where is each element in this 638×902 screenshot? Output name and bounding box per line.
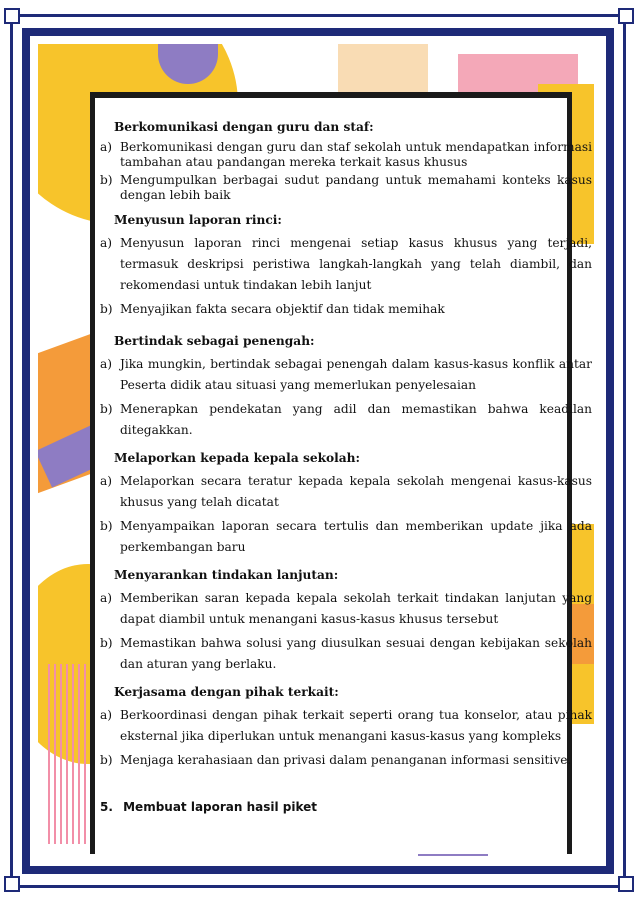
list-text: Melaporkan secara teratur kepada kepala sekolah mengenai kasus-kasus khusus yang telah dicatat: [120, 474, 592, 509]
section-heading: Bertindak sebagai penengah:: [114, 334, 315, 348]
list-text: Berkomunikasi dengan guru dan staf sekolah untuk mendapatkan informasi tambahan atau pandangan mereka terkait kasus khusus: [120, 140, 592, 169]
section-heading: Kerjasama dengan pihak terkait:: [114, 685, 339, 699]
item-number: 5.: [100, 800, 113, 814]
list-item: [100, 173, 592, 203]
list-text: Memastikan bahwa solusi yang diusulkan sesuai dengan kebijakan sekolah dan aturan yang berlaku.: [120, 636, 592, 671]
section-heading: Menyusun laporan rinci:: [114, 213, 282, 227]
corner-ornament: [618, 876, 634, 892]
list-item: [100, 633, 592, 675]
list-marker: a): [100, 591, 113, 605]
item-title: Membuat laporan hasil piket: [123, 800, 318, 814]
list-text: Menyajikan fakta secara objektif dan tidak memihak: [120, 302, 445, 316]
list-marker: a): [100, 708, 113, 722]
numbered-item-5: [100, 800, 317, 814]
list-marker: a): [100, 236, 113, 250]
section: [100, 683, 592, 771]
section: [100, 332, 592, 441]
section-heading: Berkomunikasi dengan guru dan staf:: [114, 120, 374, 134]
list-text: Menerapkan pendekatan yang adil dan memastikan bahwa keadilan ditegakkan.: [120, 402, 592, 437]
list-marker: b): [100, 173, 113, 187]
list-text: Berkoordinasi dengan pihak terkait seperti orang tua konselor, atau pihak eksternal jika diperlukan untuk menangani kasus-kasus yang kompleks: [120, 708, 592, 743]
section: [100, 566, 592, 675]
section: [100, 211, 592, 320]
list-marker: a): [100, 357, 113, 371]
list-item: [100, 588, 592, 630]
list-item: [100, 399, 592, 441]
section: [100, 449, 592, 558]
list-item: [100, 516, 592, 558]
section-heading: Menyarankan tindakan lanjutan:: [114, 568, 339, 582]
list-marker: a): [100, 474, 113, 488]
list-text: Memberikan saran kepada kepala sekolah terkait tindakan lanjutan yang dapat diambil untuk menangani kasus-kasus khusus tersebut: [120, 591, 592, 626]
list-item: [100, 299, 592, 320]
section: [100, 118, 592, 203]
list-marker: b): [100, 519, 113, 533]
list-text: Jika mungkin, bertindak sebagai penengah dalam kasus-kasus konflik antar Peserta didik atau situasi yang memerlukan penyelesaian: [120, 357, 592, 392]
peach-block: [338, 44, 428, 94]
list-text: Menyampaikan laporan secara tertulis dan memberikan update jika ada perkembangan baru: [120, 519, 592, 554]
list-item: [100, 354, 592, 396]
list-text: Mengumpulkan berbagai sudut pandang untuk memahami konteks kasus dengan lebih baik: [120, 173, 592, 202]
corner-ornament: [4, 8, 20, 24]
list-marker: a): [100, 140, 113, 154]
section-heading: Melaporkan kepada kepala sekolah:: [114, 451, 361, 465]
list-marker: b): [100, 753, 113, 767]
corner-ornament: [4, 876, 20, 892]
corner-ornament: [618, 8, 634, 24]
list-item: [100, 471, 592, 513]
list-text: Menyusun laporan rinci mengenai setiap kasus khusus yang terjadi, termasuk deskripsi peristiwa langkah-langkah yang telah diambil, dan rekomendasi untuk tindakan lebih lanjut: [120, 236, 592, 292]
list-text: Menjaga kerahasiaan dan privasi dalam penanganan informasi sensitive.: [120, 753, 572, 767]
list-item: [100, 233, 592, 296]
list-marker: b): [100, 636, 113, 650]
list-marker: b): [100, 302, 113, 316]
document-body: [100, 118, 592, 779]
list-item: [100, 140, 592, 170]
list-marker: b): [100, 402, 113, 416]
list-item: [100, 705, 592, 747]
list-item: [100, 750, 592, 771]
